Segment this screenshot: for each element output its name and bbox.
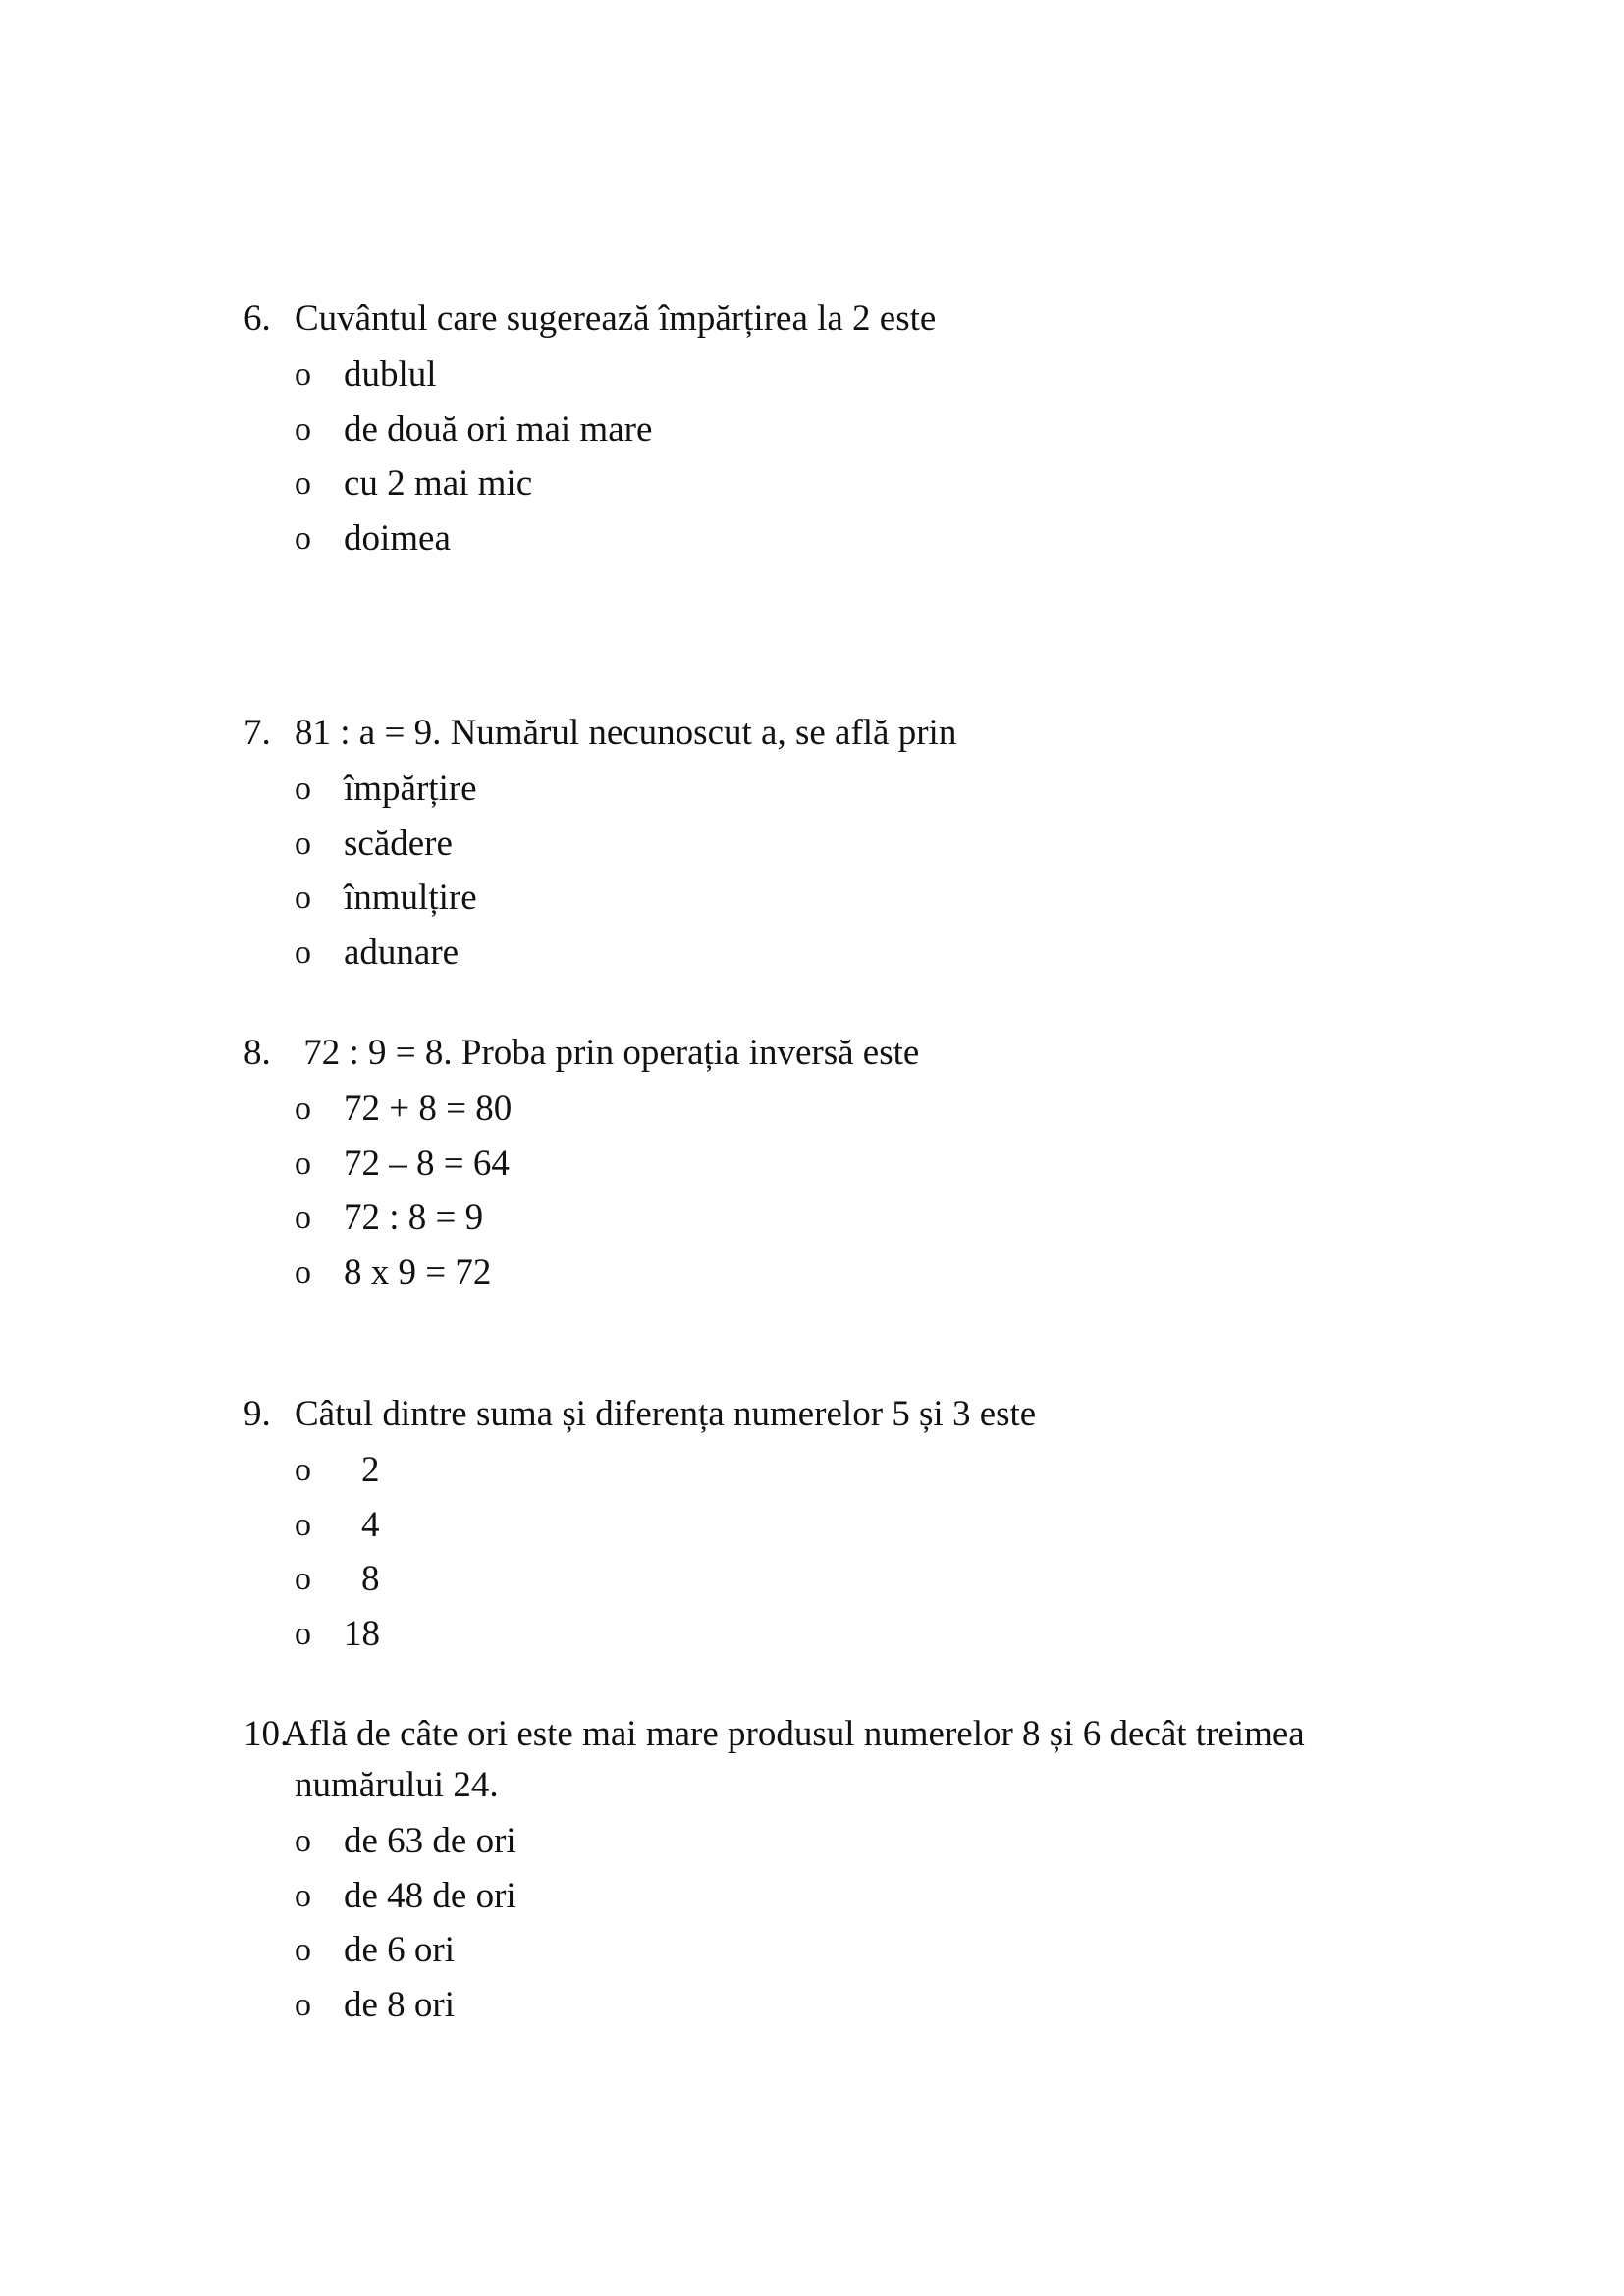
circle-bullet-icon: o [295, 1506, 311, 1543]
circle-bullet-icon: o [295, 1823, 311, 1859]
option-label: dublul [344, 354, 437, 395]
option-item[interactable] [244, 817, 1441, 872]
circle-bullet-icon: o [295, 825, 311, 862]
question-line [244, 1389, 1441, 1440]
question-number: 6. [244, 298, 271, 339]
question-10 [244, 1709, 1441, 2032]
question-number: 9. [244, 1394, 271, 1434]
question-9 [244, 1389, 1441, 1661]
option-label: 8 [361, 1559, 380, 1599]
circle-bullet-icon: o [295, 1145, 311, 1182]
question-number: 7. [244, 713, 271, 753]
circle-bullet-icon: o [295, 1986, 311, 2023]
option-list [244, 762, 1441, 980]
circle-bullet-icon: o [295, 1877, 311, 1914]
option-list [244, 347, 1441, 565]
circle-bullet-icon: o [295, 1932, 311, 1968]
circle-bullet-icon: o [295, 465, 311, 502]
question-line [244, 294, 1441, 345]
option-item[interactable] [244, 871, 1441, 926]
option-label: de 6 ori [344, 1930, 456, 1970]
circle-bullet-icon: o [295, 1615, 311, 1652]
option-item[interactable] [244, 1137, 1441, 1192]
circle-bullet-icon: o [295, 519, 311, 557]
option-label: de 63 de ori [344, 1821, 516, 1861]
option-item[interactable] [244, 1082, 1441, 1137]
question-8 [244, 1028, 1441, 1300]
option-item[interactable] [244, 1869, 1441, 1924]
question-text: Cuvântul care sugerează împărțirea la 2 este [295, 298, 937, 339]
circle-bullet-icon: o [295, 880, 311, 916]
circle-bullet-icon: o [295, 1200, 311, 1236]
question-6 [244, 294, 1441, 565]
circle-bullet-icon: o [295, 1254, 311, 1291]
circle-bullet-icon: o [295, 1452, 311, 1488]
question-text: Câtul dintre suma și diferența numerelor 5 și 3 este [295, 1394, 1037, 1434]
question-7 [244, 708, 1441, 980]
question-line [244, 708, 1441, 759]
option-item[interactable] [244, 1552, 1441, 1607]
question-text: 81 : a = 9. Numărul necunoscut a, se află prin [295, 713, 957, 753]
option-list [244, 1814, 1441, 2032]
option-label: de 8 ori [344, 1984, 456, 2025]
option-label: 72 + 8 = 80 [344, 1089, 513, 1129]
option-label: doimea [344, 517, 451, 559]
option-item[interactable] [244, 402, 1441, 457]
option-item[interactable] [244, 347, 1441, 402]
option-item[interactable] [244, 1191, 1441, 1246]
option-label: 72 : 8 = 9 [344, 1198, 484, 1238]
option-item[interactable] [244, 1246, 1441, 1301]
option-item[interactable] [244, 1443, 1441, 1498]
option-label: înmulțire [344, 878, 477, 918]
option-label: 4 [361, 1504, 380, 1545]
question-text: Află de câte ori este mai mare produsul numerelor 8 și 6 decât treimea [283, 1714, 1305, 1754]
option-label: cu 2 mai mic [344, 463, 533, 504]
option-item[interactable] [244, 926, 1441, 981]
option-label: scădere [344, 823, 453, 864]
option-label: 18 [344, 1613, 380, 1654]
question-line [244, 1709, 1441, 1760]
option-label: de 48 de ori [344, 1875, 516, 1916]
option-item[interactable] [244, 1814, 1441, 1869]
option-item[interactable] [244, 762, 1441, 817]
circle-bullet-icon: o [295, 356, 311, 393]
option-item[interactable] [244, 1498, 1441, 1553]
circle-bullet-icon: o [295, 1561, 311, 1597]
question-text: 72 : 9 = 8. Proba prin operația inversă este [295, 1033, 920, 1073]
option-label: împărțire [344, 769, 477, 809]
circle-bullet-icon: o [295, 934, 311, 971]
circle-bullet-icon: o [295, 1091, 311, 1127]
option-item[interactable] [244, 1978, 1441, 2033]
option-item[interactable] [244, 456, 1441, 511]
option-list [244, 1082, 1441, 1300]
option-label: 8 x 9 = 72 [344, 1252, 492, 1293]
question-line [244, 1028, 1441, 1079]
option-item[interactable] [244, 1923, 1441, 1978]
option-label: 2 [361, 1450, 380, 1490]
option-item[interactable] [244, 511, 1441, 566]
option-list [244, 1443, 1441, 1661]
question-number: 8. [244, 1033, 271, 1073]
question-text-continuation: numărului 24. [295, 1765, 499, 1805]
circle-bullet-icon: o [295, 771, 311, 807]
option-label: de două ori mai mare [344, 408, 653, 450]
option-label: adunare [344, 932, 460, 973]
circle-bullet-icon: o [295, 410, 311, 448]
option-item[interactable] [244, 1607, 1441, 1662]
option-label: 72 – 8 = 64 [344, 1143, 510, 1184]
question-number: 10. [244, 1714, 290, 1754]
